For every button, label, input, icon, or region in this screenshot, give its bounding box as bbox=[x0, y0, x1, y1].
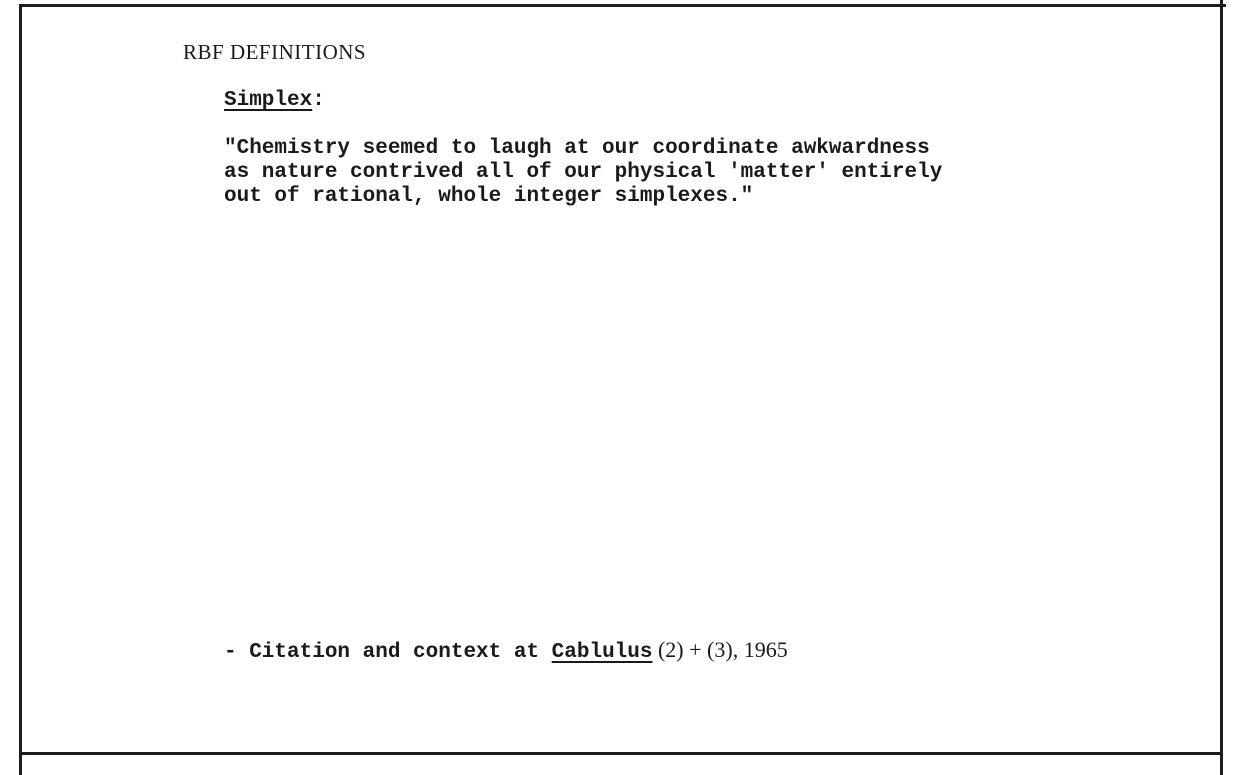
card-border-right bbox=[1220, 0, 1223, 775]
quote-line: as nature contrived all of our physical 'matter' entirely bbox=[224, 161, 943, 184]
card-border-left bbox=[19, 4, 22, 775]
citation-prefix: - Citation and context at bbox=[224, 641, 552, 664]
citation-reference: Cablulus bbox=[551, 641, 653, 664]
term-colon: : bbox=[312, 89, 325, 112]
card-title: RBF DEFINITIONS bbox=[183, 40, 367, 64]
definition-term bbox=[224, 89, 325, 112]
citation-suffix: (2) + (3), 1965 bbox=[652, 637, 788, 662]
quote-line: "Chemistry seemed to laugh at our coordinate awkwardness bbox=[224, 137, 930, 160]
card-border-top bbox=[22, 4, 1226, 7]
term-word: Simplex bbox=[224, 89, 313, 112]
definition-quote bbox=[224, 137, 1124, 209]
card-border-bottom bbox=[19, 752, 1223, 755]
citation-line bbox=[224, 637, 788, 664]
quote-line: out of rational, whole integer simplexes." bbox=[224, 185, 754, 208]
